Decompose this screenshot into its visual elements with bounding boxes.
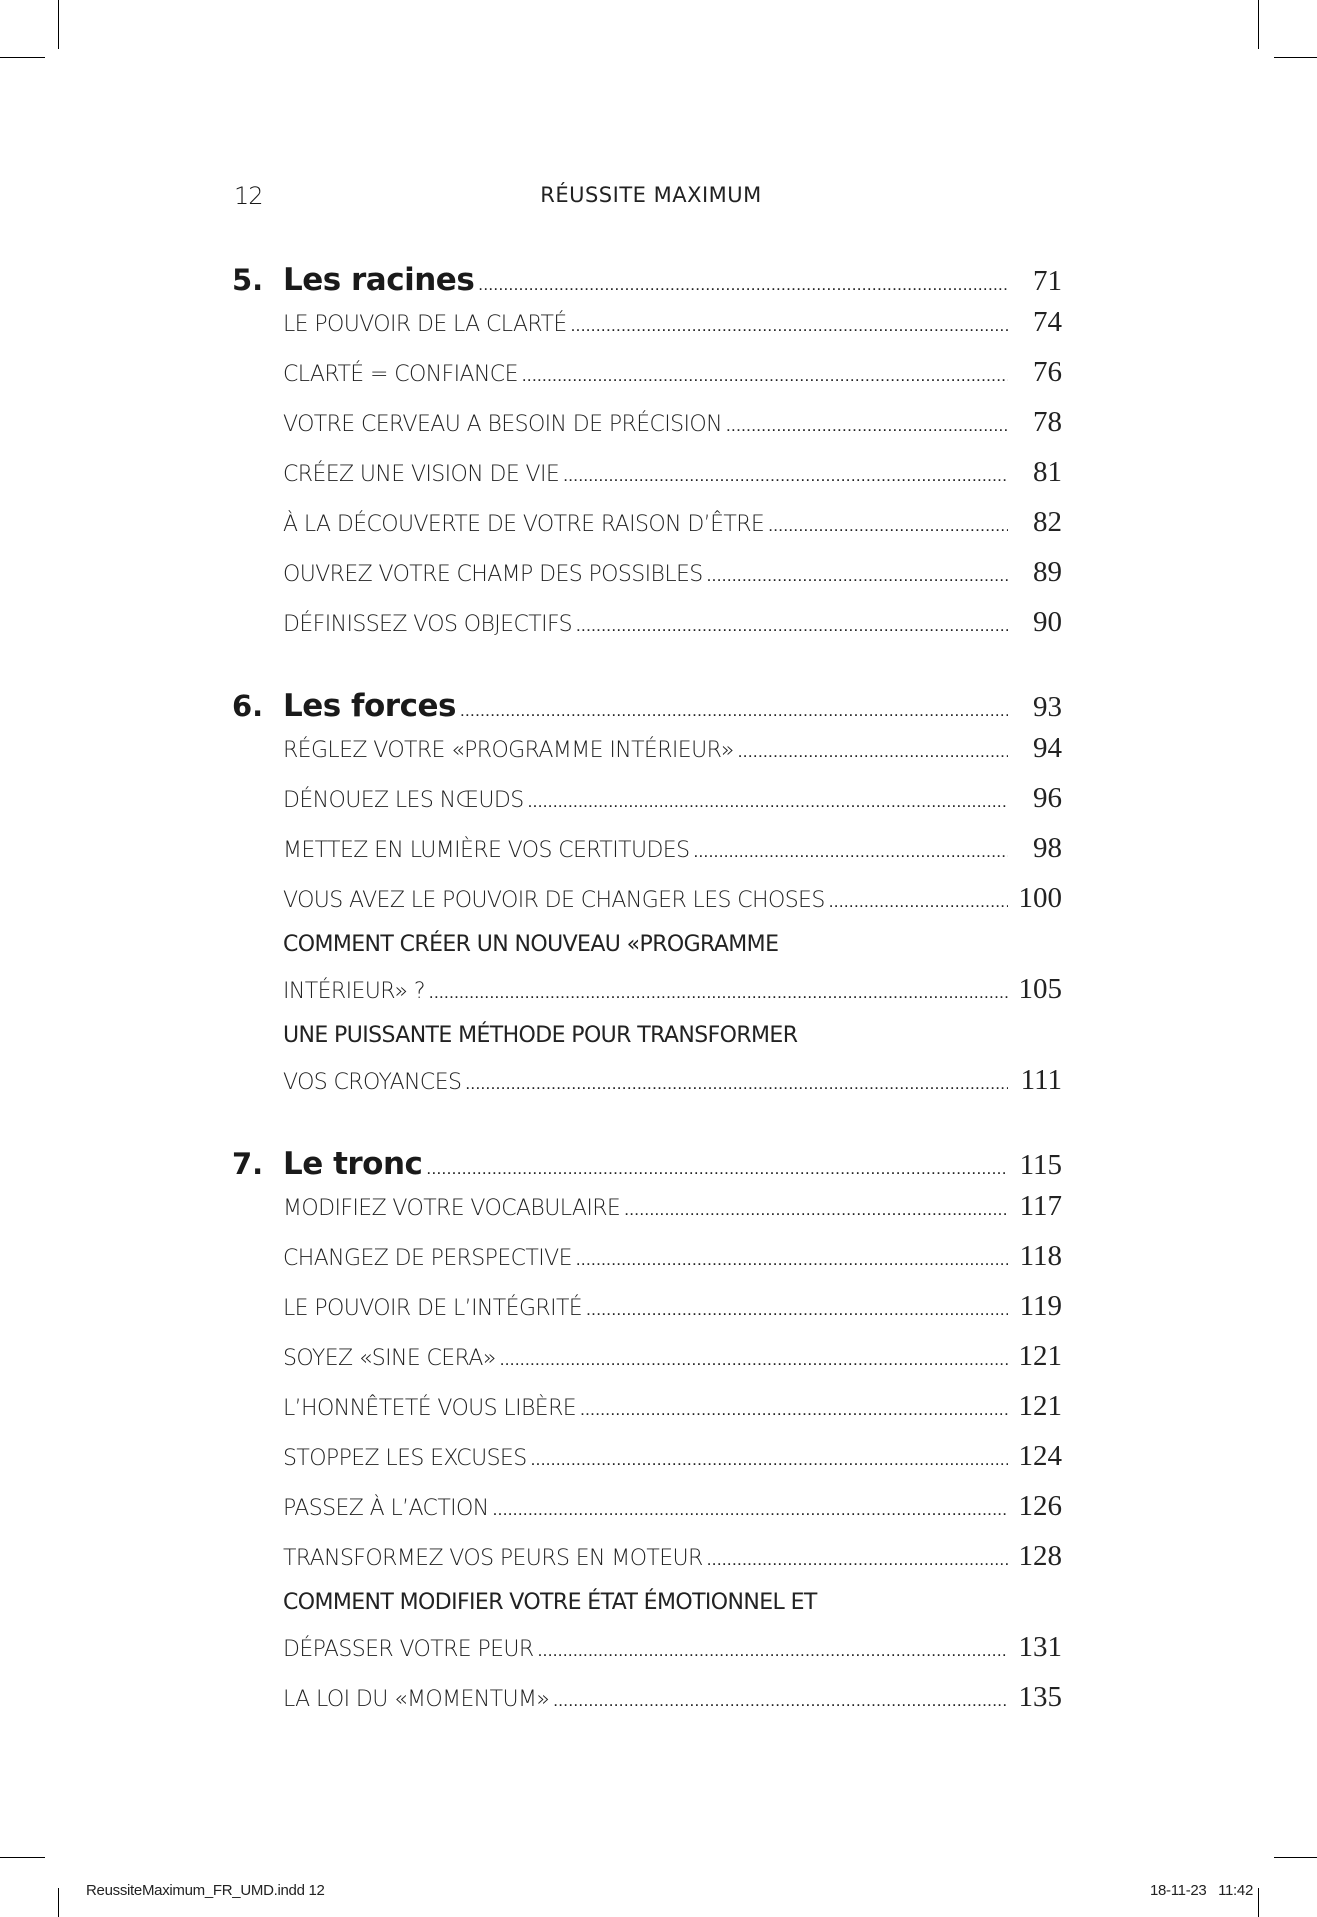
entry-title: L’HONNÊTETÉ VOUS LIBÈRE [283,1396,577,1421]
dot-leader [553,1691,1008,1711]
dot-leader [829,892,1008,912]
entry-title: RÉGLEZ VOTRE «PROGRAMME INTÉRIEUR» [283,738,734,763]
entry-title-line2: DÉPASSER VOTRE PEUR [283,1637,534,1662]
toc-chapter-section [232,688,1062,1114]
dot-leader [707,1550,1008,1570]
chapter-title: Les forces [283,688,456,724]
entry-title: PASSEZ À L’ACTION [283,1496,489,1521]
dot-leader [538,1641,1008,1661]
toc-entry[interactable] [283,1240,1062,1290]
entry-page-number: 111 [1020,1064,1062,1096]
slug-file-name: ReussiteMaximum_FR_UMD.indd 12 [86,1882,325,1899]
dot-leader [726,416,1008,436]
dot-leader [693,842,1008,862]
dot-leader [738,742,1008,762]
crop-mark-bottom-left-vertical [58,1888,59,1917]
entry-page-number: 135 [1018,1681,1062,1713]
dot-leader [478,275,1008,295]
toc-entry[interactable] [283,1440,1062,1490]
entry-title: VOTRE CERVEAU A BESOIN DE PRÉCISION [283,412,722,437]
entry-title-line1: COMMENT MODIFIER VOTRE ÉTAT ÉMOTIONNEL ET [283,1590,817,1615]
running-title: RÉUSSITE MAXIMUM [540,183,762,207]
chapter-title: Le tronc [283,1146,423,1182]
entry-page-number: 126 [1018,1490,1062,1522]
entry-title: LA LOI DU «MOMENTUM» [283,1687,550,1712]
toc-entry[interactable] [283,782,1062,832]
entry-page-number: 98 [1033,832,1062,864]
crop-mark-top-right-vertical [1258,0,1259,49]
dot-leader [576,1250,1008,1270]
dot-leader [576,616,1008,636]
toc-chapter-row[interactable] [232,688,1062,732]
entry-title: STOPPEZ LES EXCUSES [283,1446,527,1471]
crop-mark-top-left-vertical [58,0,59,49]
crop-mark-bottom-right-vertical [1258,1888,1259,1917]
toc-entry[interactable] [283,306,1062,356]
toc-entry[interactable] [283,1390,1062,1440]
dot-leader [460,701,1008,721]
entry-page-number: 118 [1019,1240,1062,1272]
toc-chapter-row[interactable] [232,1146,1062,1190]
crop-mark-bottom-right-horizontal [1274,1857,1317,1858]
toc-entry[interactable] [283,406,1062,456]
dot-leader [624,1200,1008,1220]
toc-entry[interactable] [283,732,1062,782]
entry-title: CHANGEZ DE PERSPECTIVE [283,1246,572,1271]
entry-title: MODIFIEZ VOTRE VOCABULAIRE [283,1196,621,1221]
dot-leader [465,1074,1008,1094]
chapter-page-number: 71 [1033,265,1062,297]
entry-page-number: 121 [1018,1340,1062,1372]
toc-chapter-section [232,262,1062,656]
entry-line2 [283,1631,1062,1681]
dot-leader [429,983,1008,1003]
entry-title: VOUS AVEZ LE POUVOIR DE CHANGER LES CHOSES [283,888,825,913]
entry-title: METTEZ EN LUMIÈRE VOS CERTITUDES [283,838,690,863]
chapter-title: Les racines [283,262,475,298]
entry-page-number: 81 [1033,456,1062,488]
entry-page-number: 128 [1018,1540,1062,1572]
dot-leader [571,316,1008,336]
dot-leader [531,1450,1008,1470]
chapter-page-number: 115 [1019,1149,1062,1181]
toc-entry[interactable] [283,1190,1062,1240]
dot-leader [522,366,1008,386]
dot-leader [563,466,1008,486]
entry-page-number: 89 [1033,556,1062,588]
table-of-contents [232,262,1062,1763]
page-number: 12 [234,182,263,210]
toc-entry[interactable] [283,556,1062,606]
entry-title-line2: INTÉRIEUR» ? [283,979,425,1004]
entry-page-number: 119 [1019,1290,1062,1322]
toc-entry[interactable] [283,882,1062,932]
toc-entry[interactable] [283,506,1062,556]
dot-leader [586,1300,1008,1320]
entry-page-number: 117 [1019,1190,1062,1222]
entry-title: TRANSFORMEZ VOS PEURS EN MOTEUR [283,1546,703,1571]
toc-entry[interactable] [283,1590,1062,1681]
chapter-number: 5. [232,263,264,297]
crop-mark-bottom-left-horizontal [0,1857,45,1858]
entry-title-line1: UNE PUISSANTE MÉTHODE POUR TRANSFORMER [283,1023,798,1048]
entry-page-number: 105 [1018,973,1062,1005]
entry-title: CLARTÉ = CONFIANCE [283,362,518,387]
entry-title: DÉNOUEZ LES NŒUDS [283,788,524,813]
chapter-number: 7. [232,1147,264,1181]
toc-entry[interactable] [283,1681,1062,1731]
chapter-number: 6. [232,689,264,723]
toc-entry[interactable] [283,832,1062,882]
toc-entry[interactable] [283,456,1062,506]
entry-title: À LA DÉCOUVERTE DE VOTRE RAISON D’ÊTRE [283,512,765,537]
toc-entry[interactable] [283,1540,1062,1590]
entry-title: OUVREZ VOTRE CHAMP DES POSSIBLES [283,562,703,587]
entry-page-number: 82 [1033,506,1062,538]
entry-title: CRÉEZ UNE VISION DE VIE [283,462,560,487]
dot-leader [768,516,1008,536]
toc-chapter-row[interactable] [232,262,1062,306]
crop-mark-top-right-horizontal [1274,57,1317,58]
entry-page-number: 90 [1033,606,1062,638]
dot-leader [707,566,1008,586]
entry-page-number: 121 [1018,1390,1062,1422]
entry-line2 [283,1064,1062,1114]
chapter-page-number: 93 [1033,691,1062,723]
entry-page-number: 124 [1018,1440,1062,1472]
entry-page-number: 94 [1033,732,1062,764]
toc-entry[interactable] [283,1290,1062,1340]
dot-leader [528,792,1008,812]
entry-title-line2: VOS CROYANCES [283,1070,462,1095]
entry-title: DÉFINISSEZ VOS OBJECTIFS [283,612,572,637]
entry-page-number: 74 [1033,306,1062,338]
entry-page-number: 76 [1033,356,1062,388]
dot-leader [580,1400,1008,1420]
toc-entry[interactable] [283,932,1062,1023]
entry-page-number: 78 [1033,406,1062,438]
dot-leader [500,1350,1008,1370]
toc-chapter-section [232,1146,1062,1731]
toc-entry[interactable] [283,1023,1062,1114]
toc-entry[interactable] [283,356,1062,406]
entry-line2 [283,973,1062,1023]
toc-entry[interactable] [283,1340,1062,1390]
entry-title: LE POUVOIR DE LA CLARTÉ [283,312,567,337]
entry-title: SOYEZ «SINE CERA» [283,1346,496,1371]
entry-title: LE POUVOIR DE L’INTÉGRITÉ [283,1296,583,1321]
toc-entry[interactable] [283,606,1062,656]
slug-timestamp: 18-11-23 11:42 [1149,1882,1253,1899]
dot-leader [493,1500,1008,1520]
entry-page-number: 131 [1018,1631,1062,1663]
entry-title-line1: COMMENT CRÉER UN NOUVEAU «PROGRAMME [283,932,779,957]
entry-page-number: 100 [1018,882,1062,914]
crop-mark-top-left-horizontal [0,57,45,58]
entry-page-number: 96 [1033,782,1062,814]
toc-entry[interactable] [283,1490,1062,1540]
dot-leader [426,1159,1008,1179]
